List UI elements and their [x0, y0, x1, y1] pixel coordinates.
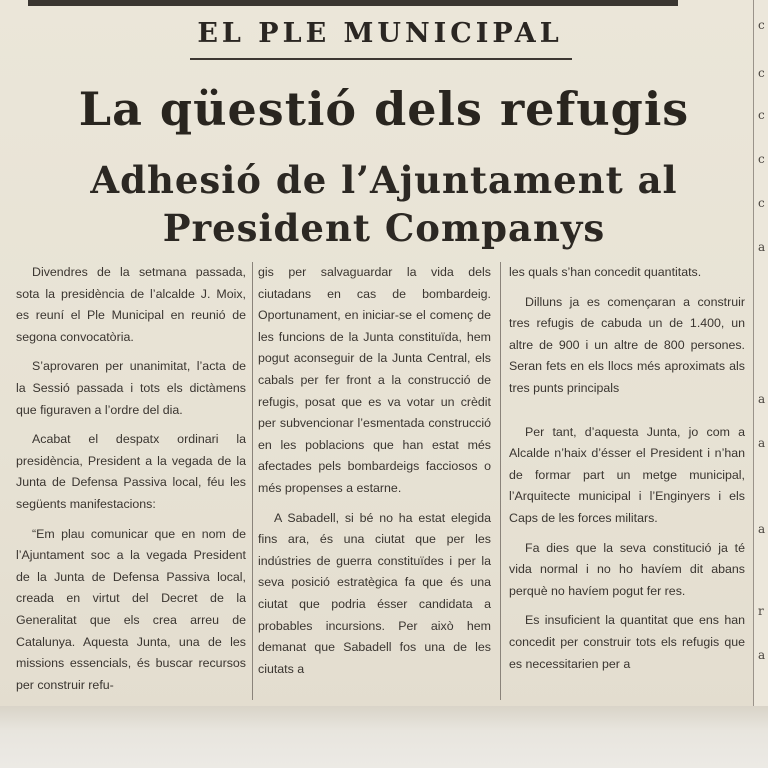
article-column-1: [16, 262, 246, 704]
page-bottom-shadow: [0, 706, 768, 768]
edge-letter: r: [758, 604, 764, 618]
subheadline-line-2: President Companys: [162, 206, 606, 250]
paragraph: Divendres de la setmana passada, sota la presidència de l’alcalde J. Moix, es reuní el Ple Municipal en reunió de segona convocatòria.: [16, 265, 246, 344]
edge-letter: c: [758, 108, 765, 122]
edge-letter: a: [758, 648, 766, 662]
edge-letter: a: [758, 392, 766, 406]
column-divider: [500, 262, 501, 700]
section-title: EL PLE MUNICIPAL: [197, 18, 563, 49]
edge-letter: c: [758, 196, 765, 210]
paragraph: Per tant, d’aquesta Junta, jo com a Alcalde n’haix d’ésser el President i n’han de formar part un metge municipal, l’Arquitecte municipal i l’Enginyers i els Caps de les forces militars.: [509, 424, 745, 525]
paragraph: Fa dies que la seva constitució ja té vida normal i no ho havíem dit abans perquè no havíem pogut fer res.: [509, 540, 745, 598]
edge-letter: a: [758, 436, 766, 450]
article-column-3: [509, 262, 745, 683]
article-column-2: [258, 262, 491, 688]
paragraph: Acabat el despatx ordinari la presidència, President a la vegada de la Junta de Defensa Passiva local, féu les següents manifestacions:: [16, 432, 246, 511]
paragraph: “Em plau comunicar que en nom de l’Ajuntament soc a la vegada President de la Junta de Defensa Passiva local, creada en virtut del Decret de la Generalitat que els crea arreu de Catalunya. Aquesta Junta, una de les missions essencials, és buscar recursos per construir refu-: [16, 526, 246, 692]
paragraph: S’aprovaren per unanimitat, l’acta de la Sessió passada i tots els dictàmens que figuraven a l’ordre del dia.: [16, 359, 246, 417]
column-divider: [252, 262, 253, 700]
paragraph: A Sabadell, si bé no ha estat elegida fins ara, és una ciutat que per les indústries de guerra constituïdes i per la seva posició estratègica fa que és una ciutat que podria ésser candidata a probables incursions. Per això hem demanat que Sabadell fos una de les ciutats a: [258, 510, 491, 676]
subheadline-line-1: Adhesió de l’Ajuntament al: [90, 158, 678, 202]
section-title-underline: [190, 58, 572, 60]
top-rule: [28, 0, 678, 6]
paragraph: Es insuficient la quantitat que ens han concedit per construir tots els refugis que es necessitarien per a: [509, 613, 745, 671]
headline: La qüestió dels refugis: [78, 82, 690, 136]
paragraph: Dilluns ja es començaran a construir tres refugis de cabuda un de 1.400, un altre de 900 i un altre de 800 persones. Seran fets en els llocs més aproximats als tres punts principals: [509, 294, 745, 395]
edge-letter: a: [758, 240, 766, 254]
edge-letter: c: [758, 152, 765, 166]
edge-letter: c: [758, 18, 765, 32]
paragraph: les quals s’han concedit quantitats.: [509, 265, 702, 279]
edge-letter: a: [758, 522, 766, 536]
edge-letter: c: [758, 66, 765, 80]
paragraph: gis per salvaguardar la vida dels ciutadans en cas de bombardeig. Oportunament, en iniciar-se el començ de les funcions de la Junta constituïda, hem pogut aconseguir de la Junta Central, els cabals per fer front a la construcció de refugis, posat que es va votar un crèdit per subvencionar l’esmentada construcció en les poblacions que han estat més afectades pels bombardeigs facciosos o més propenses a estarne.: [258, 265, 491, 495]
